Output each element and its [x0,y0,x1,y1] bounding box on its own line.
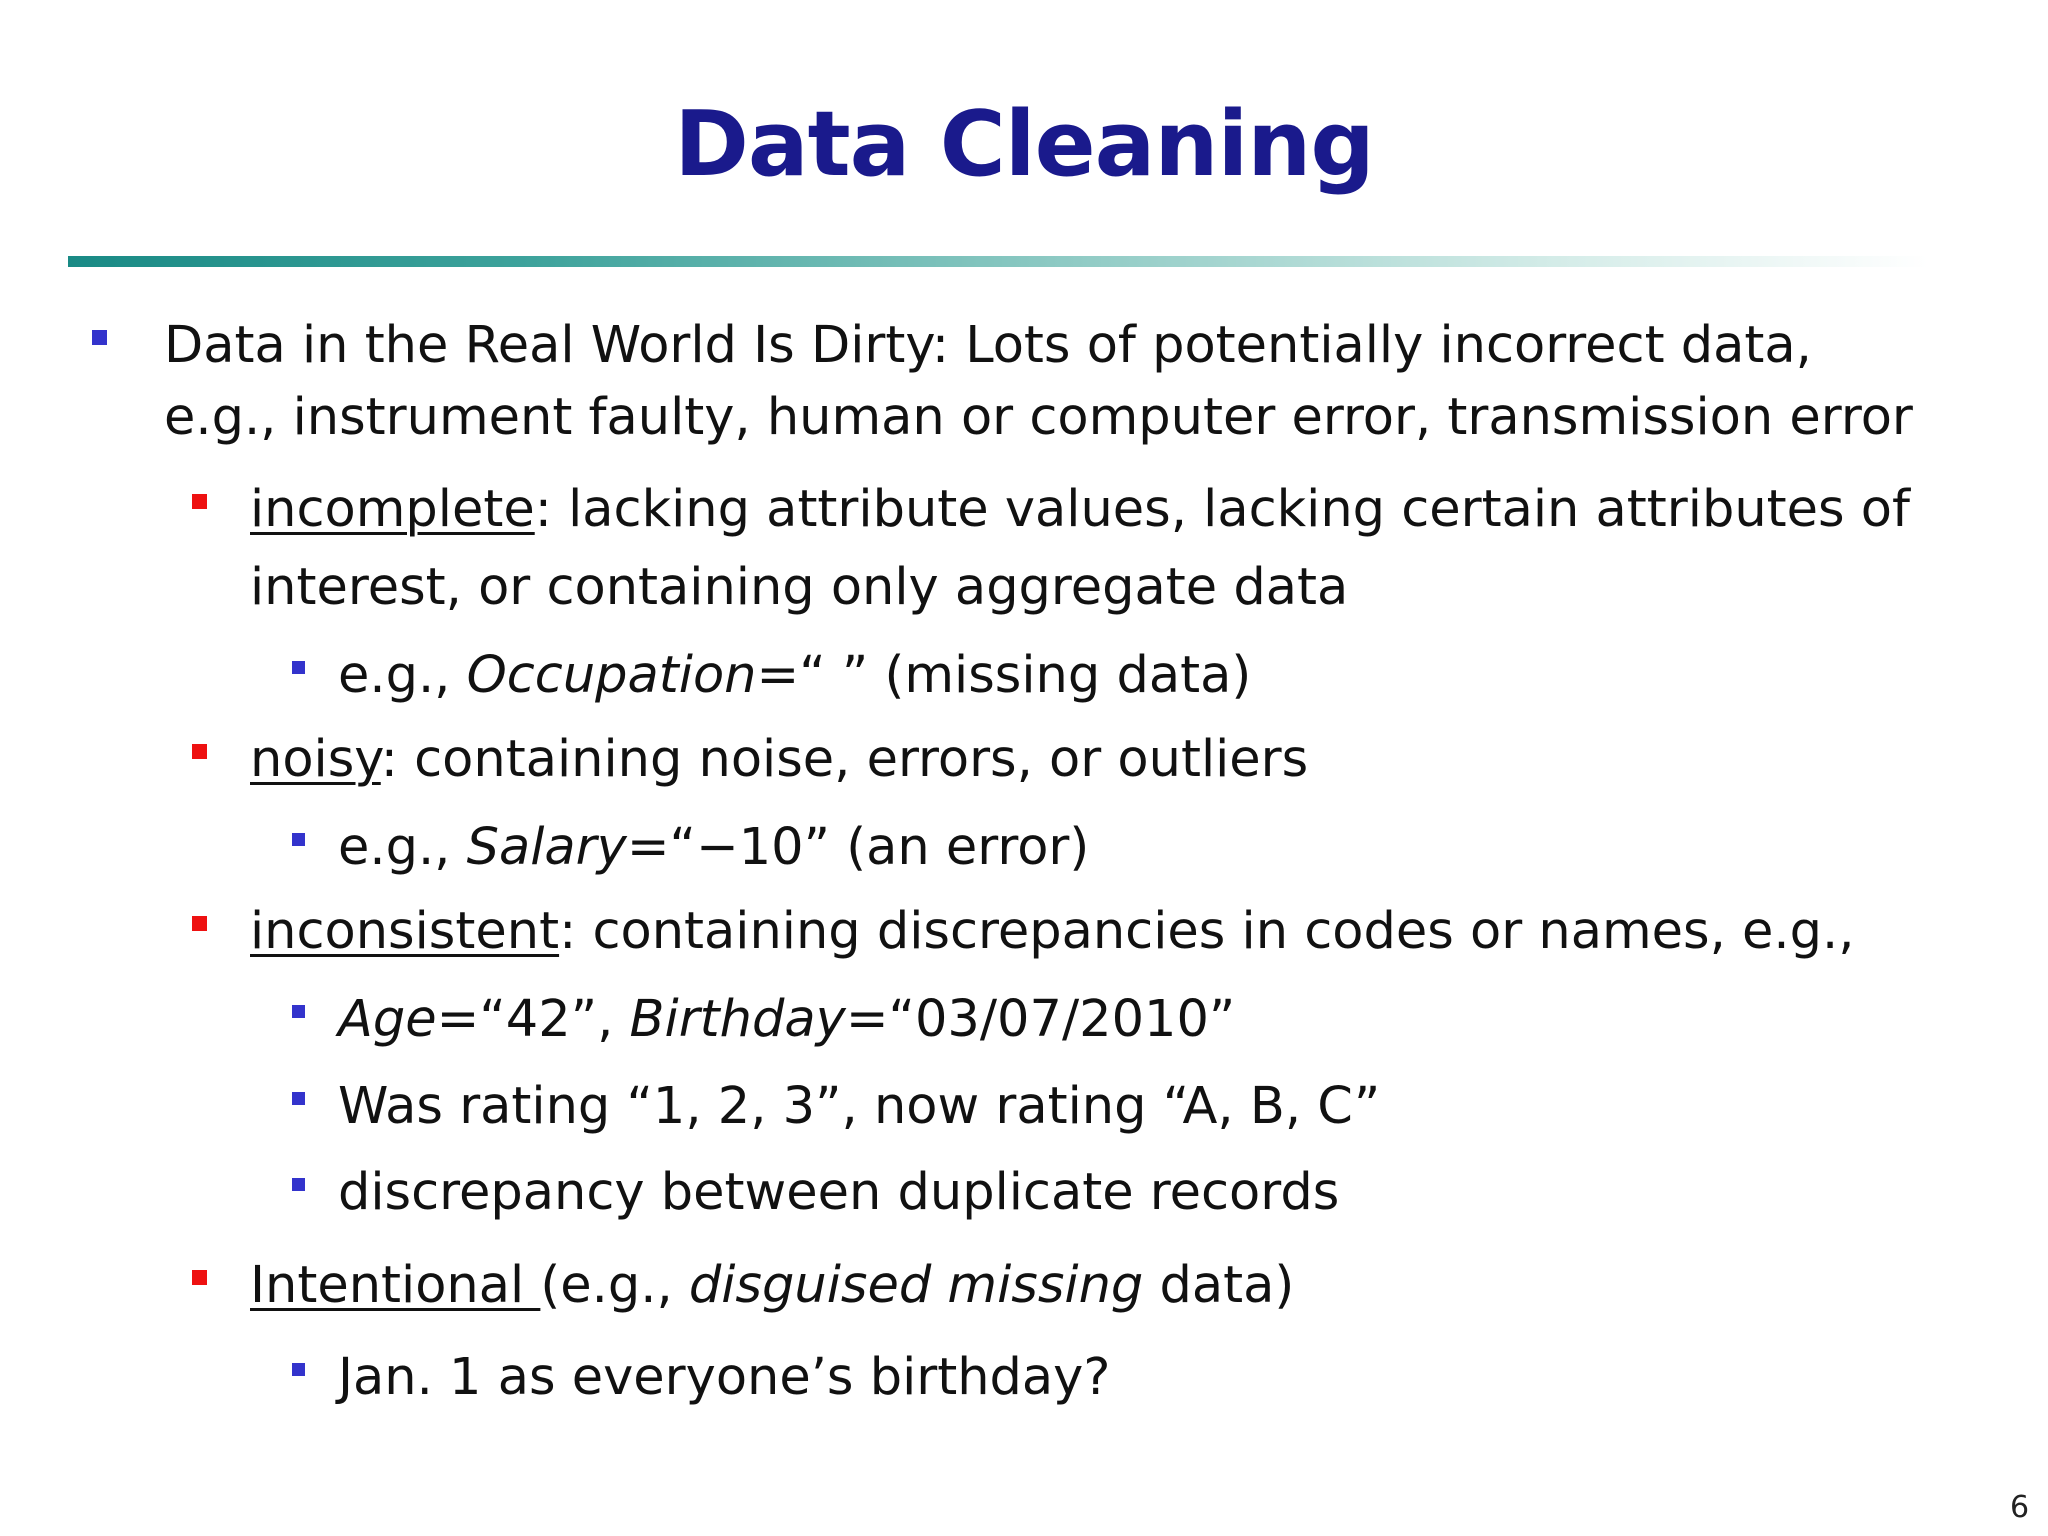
example-prefix: e.g., [338,818,467,877]
incomplete-line-2: interest, or containing only aggregate data [250,558,1349,617]
example-attr: Age [338,990,437,1049]
example-attr: Occupation [466,646,757,705]
incomplete-line-1 [250,474,1910,546]
term-inconsistent: inconsistent [250,902,560,961]
bullet-square-icon [292,1092,305,1105]
bullet-square-icon [92,330,107,345]
incomplete-desc: : lacking attribute values, lacking certain attributes of [534,480,1910,539]
noisy-desc: : containing noise, errors, or outliers [380,730,1309,789]
example-attr: Birthday [629,990,846,1049]
bullet-square-icon [292,661,305,674]
term-noisy: noisy [250,730,381,789]
bullet-square-icon [292,1005,305,1018]
intentional-italic: disguised missing [688,1256,1144,1315]
term-intentional: Intentional [250,1256,541,1315]
title-divider [68,256,1928,267]
intentional-post: data) [1143,1256,1295,1315]
example-value: =“03/07/2010” [845,990,1236,1049]
inconsistent-example-2: Was rating “1, 2, 3”, now rating “A, B, C” [338,1077,1381,1136]
example-value: =“42”, [436,990,630,1049]
intentional-line [250,1250,1294,1322]
intro-line-2: e.g., instrument faulty, human or computer error, transmission error [164,388,1913,447]
inconsistent-example-1 [338,984,1235,1056]
example-attr: Salary [466,818,627,877]
inconsistent-example-3: discrepancy between duplicate records [338,1163,1340,1222]
intentional-example: Jan. 1 as everyone’s birthday? [338,1348,1111,1407]
bullet-square-icon [192,744,207,759]
incomplete-example [338,640,1251,712]
noisy-example [338,812,1089,884]
inconsistent-line [250,896,1854,968]
slide-title: Data Cleaning [674,92,1374,197]
noisy-line [250,724,1308,796]
bullet-square-icon [292,1363,305,1376]
example-prefix: e.g., [338,646,467,705]
bullet-square-icon [292,1178,305,1191]
intro-line-1: Data in the Real World Is Dirty: Lots of potentially incorrect data, [164,316,1812,375]
example-suffix: =“−10” (an error) [626,818,1090,877]
inconsistent-desc: : containing discrepancies in codes or names, e.g., [559,902,1855,961]
page-number: 6 [2010,1490,2030,1525]
term-incomplete: incomplete [250,480,535,539]
intentional-pre: (e.g., [540,1256,689,1315]
bullet-square-icon [192,1270,207,1285]
bullet-square-icon [192,494,207,509]
bullet-square-icon [292,833,305,846]
bullet-square-icon [192,916,207,931]
example-suffix: =“ ” (missing data) [756,646,1252,705]
